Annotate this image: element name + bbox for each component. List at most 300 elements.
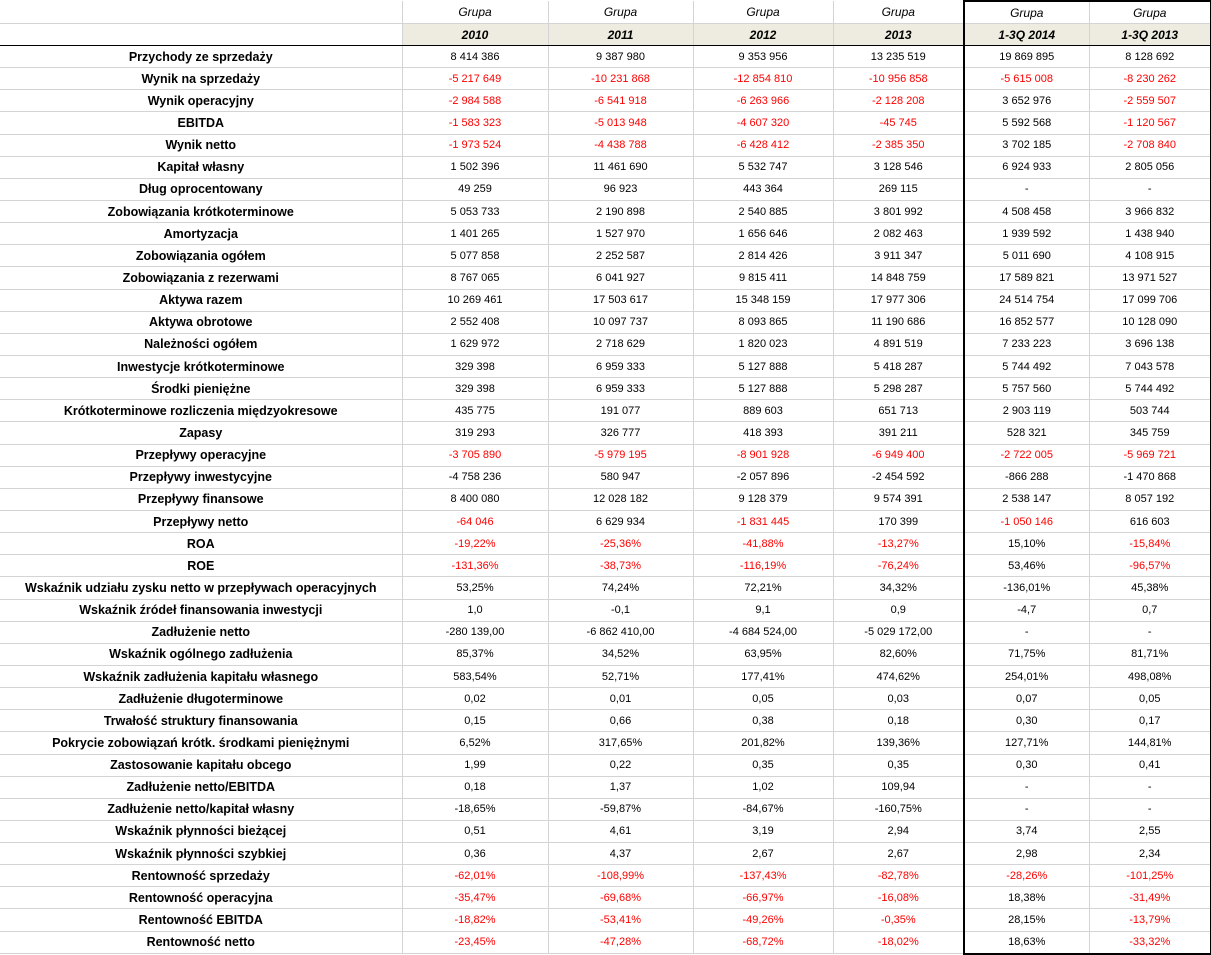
value-cell: 616 603 xyxy=(1089,510,1211,532)
value-cell: 9 815 411 xyxy=(693,267,833,289)
value-cell: 0,66 xyxy=(548,710,693,732)
table-row xyxy=(0,577,1211,599)
value-cell: 0,18 xyxy=(402,776,548,798)
value-cell: 2 538 147 xyxy=(964,488,1089,510)
value-cell: -4 758 236 xyxy=(402,466,548,488)
group-label: Grupa xyxy=(833,1,964,24)
value-cell: 82,60% xyxy=(833,643,964,665)
table-row xyxy=(0,488,1211,510)
value-cell: -8 230 262 xyxy=(1089,68,1211,90)
value-cell: -82,78% xyxy=(833,865,964,887)
value-cell: -47,28% xyxy=(548,931,693,954)
value-cell: 71,75% xyxy=(964,643,1089,665)
value-cell: -59,87% xyxy=(548,798,693,820)
row-label: Zadłużenie netto/kapitał własny xyxy=(0,798,402,820)
value-cell: -31,49% xyxy=(1089,887,1211,909)
value-cell: - xyxy=(1089,621,1211,643)
value-cell: 2,67 xyxy=(833,843,964,865)
row-label: Zastosowanie kapitału obcego xyxy=(0,754,402,776)
value-cell: 17 589 821 xyxy=(964,267,1089,289)
value-cell: 391 211 xyxy=(833,422,964,444)
table-row xyxy=(0,112,1211,134)
value-cell: 474,62% xyxy=(833,665,964,687)
value-cell: 0,02 xyxy=(402,688,548,710)
row-label: Wynik netto xyxy=(0,134,402,156)
row-label: Aktywa obrotowe xyxy=(0,311,402,333)
value-cell: 4 508 458 xyxy=(964,200,1089,222)
value-cell: 1,99 xyxy=(402,754,548,776)
table-row xyxy=(0,178,1211,200)
value-cell: 0,18 xyxy=(833,710,964,732)
table-row xyxy=(0,665,1211,687)
value-cell: 9 387 980 xyxy=(548,46,693,68)
value-cell: -6 541 918 xyxy=(548,90,693,112)
value-cell: 45,38% xyxy=(1089,577,1211,599)
value-cell: 269 115 xyxy=(833,178,964,200)
value-cell: 177,41% xyxy=(693,665,833,687)
value-cell: 19 869 895 xyxy=(964,46,1089,68)
value-cell: 10 128 090 xyxy=(1089,311,1211,333)
row-label: Wskaźnik udziału zysku netto w przepływach operacyjnych xyxy=(0,577,402,599)
value-cell: -160,75% xyxy=(833,798,964,820)
value-cell: 2,67 xyxy=(693,843,833,865)
value-cell: -2 128 208 xyxy=(833,90,964,112)
value-cell: -137,43% xyxy=(693,865,833,887)
row-label: Wskaźnik płynności szybkiej xyxy=(0,843,402,865)
row-label: Wskaźnik źródeł finansowania inwestycji xyxy=(0,599,402,621)
value-cell: 2,98 xyxy=(964,843,1089,865)
value-cell: 4 891 519 xyxy=(833,333,964,355)
value-cell: -68,72% xyxy=(693,931,833,954)
row-label: Trwałość struktury finansowania xyxy=(0,710,402,732)
value-cell: 503 744 xyxy=(1089,400,1211,422)
value-cell: - xyxy=(1089,178,1211,200)
value-cell: 85,37% xyxy=(402,643,548,665)
table-row xyxy=(0,466,1211,488)
row-label: Zobowiązania krótkoterminowe xyxy=(0,200,402,222)
value-cell: 11 461 690 xyxy=(548,156,693,178)
value-cell: -5 979 195 xyxy=(548,444,693,466)
value-cell: 1 527 970 xyxy=(548,223,693,245)
value-cell: 5 744 492 xyxy=(1089,378,1211,400)
value-cell: 8 093 865 xyxy=(693,311,833,333)
value-cell: 52,71% xyxy=(548,665,693,687)
value-cell: 0,05 xyxy=(693,688,833,710)
value-cell: 1 939 592 xyxy=(964,223,1089,245)
value-cell: 63,95% xyxy=(693,643,833,665)
value-cell: 319 293 xyxy=(402,422,548,444)
value-cell: 49 259 xyxy=(402,178,548,200)
value-cell: -0,1 xyxy=(548,599,693,621)
row-label: Przepływy finansowe xyxy=(0,488,402,510)
value-cell: 72,21% xyxy=(693,577,833,599)
group-label: Grupa xyxy=(548,1,693,24)
row-label: Środki pieniężne xyxy=(0,378,402,400)
period-header: 1-3Q 2014 xyxy=(964,24,1089,46)
table-row xyxy=(0,643,1211,665)
table-row xyxy=(0,355,1211,377)
value-cell: 2,34 xyxy=(1089,843,1211,865)
row-label: Wskaźnik zadłużenia kapitału własnego xyxy=(0,665,402,687)
table-row xyxy=(0,311,1211,333)
value-cell: - xyxy=(964,798,1089,820)
value-cell: 345 759 xyxy=(1089,422,1211,444)
value-cell: -45 745 xyxy=(833,112,964,134)
row-label: ROE xyxy=(0,555,402,577)
row-label: Rentowność EBITDA xyxy=(0,909,402,931)
value-cell: -41,88% xyxy=(693,533,833,555)
table-row xyxy=(0,621,1211,643)
value-cell: 170 399 xyxy=(833,510,964,532)
value-cell: 2 552 408 xyxy=(402,311,548,333)
value-cell: -69,68% xyxy=(548,887,693,909)
value-cell: -8 901 928 xyxy=(693,444,833,466)
table-row xyxy=(0,533,1211,555)
group-header-row xyxy=(0,1,1211,24)
value-cell: 2,94 xyxy=(833,820,964,842)
table-row xyxy=(0,555,1211,577)
value-cell: 28,15% xyxy=(964,909,1089,931)
value-cell: -2 708 840 xyxy=(1089,134,1211,156)
value-cell: -53,41% xyxy=(548,909,693,931)
table-row xyxy=(0,688,1211,710)
table-row xyxy=(0,245,1211,267)
value-cell: 144,81% xyxy=(1089,732,1211,754)
row-label: Pokrycie zobowiązań krótk. środkami pieniężnymi xyxy=(0,732,402,754)
value-cell: -5 013 948 xyxy=(548,112,693,134)
row-label: Należności ogółem xyxy=(0,333,402,355)
value-cell: 2 190 898 xyxy=(548,200,693,222)
table-row xyxy=(0,378,1211,400)
value-cell: 0,41 xyxy=(1089,754,1211,776)
value-cell: -35,47% xyxy=(402,887,548,909)
value-cell: 1 438 940 xyxy=(1089,223,1211,245)
row-label: Zobowiązania ogółem xyxy=(0,245,402,267)
value-cell: 34,52% xyxy=(548,643,693,665)
value-cell: -12 854 810 xyxy=(693,68,833,90)
value-cell: 109,94 xyxy=(833,776,964,798)
value-cell: 3 801 992 xyxy=(833,200,964,222)
value-cell: 580 947 xyxy=(548,466,693,488)
value-cell: 9 353 956 xyxy=(693,46,833,68)
value-cell: 1 502 396 xyxy=(402,156,548,178)
value-cell: 18,63% xyxy=(964,931,1089,954)
value-cell: 5 127 888 xyxy=(693,378,833,400)
row-label: Zadłużenie długoterminowe xyxy=(0,688,402,710)
table-row xyxy=(0,267,1211,289)
value-cell: - xyxy=(1089,776,1211,798)
value-cell: 0,17 xyxy=(1089,710,1211,732)
value-cell: 13 235 519 xyxy=(833,46,964,68)
table-row xyxy=(0,134,1211,156)
row-label: Przepływy operacyjne xyxy=(0,444,402,466)
row-label: Wynik na sprzedaży xyxy=(0,68,402,90)
value-cell: -28,26% xyxy=(964,865,1089,887)
value-cell: -108,99% xyxy=(548,865,693,887)
value-cell: -3 705 890 xyxy=(402,444,548,466)
value-cell: 96 923 xyxy=(548,178,693,200)
value-cell: 0,07 xyxy=(964,688,1089,710)
value-cell: 9,1 xyxy=(693,599,833,621)
value-cell: 1 629 972 xyxy=(402,333,548,355)
row-label: Kapitał własny xyxy=(0,156,402,178)
value-cell: 18,38% xyxy=(964,887,1089,909)
row-label: Krótkoterminowe rozliczenia międzyokresowe xyxy=(0,400,402,422)
value-cell: 528 321 xyxy=(964,422,1089,444)
value-cell: 5 127 888 xyxy=(693,355,833,377)
table-row xyxy=(0,156,1211,178)
value-cell: -136,01% xyxy=(964,577,1089,599)
value-cell: 2,55 xyxy=(1089,820,1211,842)
row-label: Rentowność operacyjna xyxy=(0,887,402,909)
group-label: Grupa xyxy=(402,1,548,24)
value-cell: 0,22 xyxy=(548,754,693,776)
value-cell: 4 108 915 xyxy=(1089,245,1211,267)
table-row xyxy=(0,90,1211,112)
corner-cell xyxy=(0,24,402,46)
table-row xyxy=(0,754,1211,776)
value-cell: 53,46% xyxy=(964,555,1089,577)
value-cell: 0,30 xyxy=(964,710,1089,732)
value-cell: 9 574 391 xyxy=(833,488,964,510)
value-cell: 0,03 xyxy=(833,688,964,710)
row-label: Wynik operacyjny xyxy=(0,90,402,112)
table-row xyxy=(0,732,1211,754)
value-cell: - xyxy=(1089,798,1211,820)
value-cell: 1,02 xyxy=(693,776,833,798)
table-row xyxy=(0,776,1211,798)
value-cell: -10 231 868 xyxy=(548,68,693,90)
value-cell: 0,35 xyxy=(693,754,833,776)
value-cell: 0,9 xyxy=(833,599,964,621)
value-cell: -6 949 400 xyxy=(833,444,964,466)
value-cell: 6 924 933 xyxy=(964,156,1089,178)
value-cell: -2 385 350 xyxy=(833,134,964,156)
row-label: Inwestycje krótkoterminowe xyxy=(0,355,402,377)
value-cell: -6 862 410,00 xyxy=(548,621,693,643)
value-cell: 0,01 xyxy=(548,688,693,710)
value-cell: 7 043 578 xyxy=(1089,355,1211,377)
table-row xyxy=(0,599,1211,621)
value-cell: 10 269 461 xyxy=(402,289,548,311)
value-cell: -1 120 567 xyxy=(1089,112,1211,134)
period-header: 2011 xyxy=(548,24,693,46)
value-cell: 0,7 xyxy=(1089,599,1211,621)
value-cell: 6 629 934 xyxy=(548,510,693,532)
value-cell: 81,71% xyxy=(1089,643,1211,665)
value-cell: 443 364 xyxy=(693,178,833,200)
row-label: Wskaźnik ogólnego zadłużenia xyxy=(0,643,402,665)
table-row xyxy=(0,887,1211,909)
value-cell: 8 128 692 xyxy=(1089,46,1211,68)
row-label: Rentowność netto xyxy=(0,931,402,954)
value-cell: 16 852 577 xyxy=(964,311,1089,333)
value-cell: -5 217 649 xyxy=(402,68,548,90)
row-label: EBITDA xyxy=(0,112,402,134)
group-label: Grupa xyxy=(1089,1,1211,24)
value-cell: -33,32% xyxy=(1089,931,1211,954)
value-cell: 15,10% xyxy=(964,533,1089,555)
period-header: 2012 xyxy=(693,24,833,46)
group-label: Grupa xyxy=(964,1,1089,24)
table-row xyxy=(0,798,1211,820)
value-cell: 6 959 333 xyxy=(548,355,693,377)
value-cell: 6 959 333 xyxy=(548,378,693,400)
value-cell: 2 252 587 xyxy=(548,245,693,267)
value-cell: 5 757 560 xyxy=(964,378,1089,400)
table-row xyxy=(0,422,1211,444)
value-cell: 191 077 xyxy=(548,400,693,422)
value-cell: -2 057 896 xyxy=(693,466,833,488)
value-cell: 317,65% xyxy=(548,732,693,754)
value-cell: -84,67% xyxy=(693,798,833,820)
value-cell: 5 298 287 xyxy=(833,378,964,400)
value-cell: -4 607 320 xyxy=(693,112,833,134)
value-cell: 3 911 347 xyxy=(833,245,964,267)
table-row xyxy=(0,865,1211,887)
table-row xyxy=(0,710,1211,732)
table-row xyxy=(0,510,1211,532)
value-cell: 8 414 386 xyxy=(402,46,548,68)
row-label: Przepływy netto xyxy=(0,510,402,532)
value-cell: -13,27% xyxy=(833,533,964,555)
corner-cell xyxy=(0,1,402,24)
value-cell: 329 398 xyxy=(402,355,548,377)
row-label: Wskaźnik płynności bieżącej xyxy=(0,820,402,842)
value-cell: -1 973 524 xyxy=(402,134,548,156)
value-cell: 4,37 xyxy=(548,843,693,865)
value-cell: 5 744 492 xyxy=(964,355,1089,377)
row-label: Zobowiązania z rezerwami xyxy=(0,267,402,289)
value-cell: 418 393 xyxy=(693,422,833,444)
row-label: Przepływy inwestycyjne xyxy=(0,466,402,488)
value-cell: -116,19% xyxy=(693,555,833,577)
value-cell: 10 097 737 xyxy=(548,311,693,333)
value-cell: -38,73% xyxy=(548,555,693,577)
row-label: ROA xyxy=(0,533,402,555)
row-label: Zadłużenie netto xyxy=(0,621,402,643)
value-cell: -23,45% xyxy=(402,931,548,954)
value-cell: -6 428 412 xyxy=(693,134,833,156)
value-cell: -5 029 172,00 xyxy=(833,621,964,643)
period-header: 2013 xyxy=(833,24,964,46)
value-cell: 5 011 690 xyxy=(964,245,1089,267)
value-cell: 2 540 885 xyxy=(693,200,833,222)
table-row xyxy=(0,909,1211,931)
value-cell: 326 777 xyxy=(548,422,693,444)
value-cell: 53,25% xyxy=(402,577,548,599)
value-cell: -2 722 005 xyxy=(964,444,1089,466)
value-cell: 13 971 527 xyxy=(1089,267,1211,289)
value-cell: -13,79% xyxy=(1089,909,1211,931)
value-cell: -1 470 868 xyxy=(1089,466,1211,488)
value-cell: -66,97% xyxy=(693,887,833,909)
group-label: Grupa xyxy=(693,1,833,24)
value-cell: 1 656 646 xyxy=(693,223,833,245)
row-label: Amortyzacja xyxy=(0,223,402,245)
value-cell: 3 652 976 xyxy=(964,90,1089,112)
value-cell: 435 775 xyxy=(402,400,548,422)
value-cell: 9 128 379 xyxy=(693,488,833,510)
value-cell: 2 718 629 xyxy=(548,333,693,355)
value-cell: 0,30 xyxy=(964,754,1089,776)
value-cell: -131,36% xyxy=(402,555,548,577)
value-cell: 4,61 xyxy=(548,820,693,842)
value-cell: 0,05 xyxy=(1089,688,1211,710)
table-row xyxy=(0,820,1211,842)
value-cell: -76,24% xyxy=(833,555,964,577)
value-cell: -5 969 721 xyxy=(1089,444,1211,466)
value-cell: -5 615 008 xyxy=(964,68,1089,90)
value-cell: 11 190 686 xyxy=(833,311,964,333)
value-cell: 3 128 546 xyxy=(833,156,964,178)
value-cell: 0,51 xyxy=(402,820,548,842)
period-header-row xyxy=(0,24,1211,46)
value-cell: 651 713 xyxy=(833,400,964,422)
value-cell: 5 077 858 xyxy=(402,245,548,267)
value-cell: 17 099 706 xyxy=(1089,289,1211,311)
row-label: Zadłużenie netto/EBITDA xyxy=(0,776,402,798)
value-cell: 1,37 xyxy=(548,776,693,798)
value-cell: 34,32% xyxy=(833,577,964,599)
value-cell: 8 400 080 xyxy=(402,488,548,510)
value-cell: -4 684 524,00 xyxy=(693,621,833,643)
value-cell: - xyxy=(964,178,1089,200)
value-cell: -96,57% xyxy=(1089,555,1211,577)
period-header: 1-3Q 2013 xyxy=(1089,24,1211,46)
value-cell: 498,08% xyxy=(1089,665,1211,687)
value-cell: -18,82% xyxy=(402,909,548,931)
value-cell: 5 532 747 xyxy=(693,156,833,178)
value-cell: -49,26% xyxy=(693,909,833,931)
value-cell: -2 454 592 xyxy=(833,466,964,488)
value-cell: 3 702 185 xyxy=(964,134,1089,156)
value-cell: 139,36% xyxy=(833,732,964,754)
value-cell: 15 348 159 xyxy=(693,289,833,311)
value-cell: -6 263 966 xyxy=(693,90,833,112)
value-cell: 254,01% xyxy=(964,665,1089,687)
value-cell: 6,52% xyxy=(402,732,548,754)
value-cell: 0,15 xyxy=(402,710,548,732)
value-cell: 0,38 xyxy=(693,710,833,732)
value-cell: 24 514 754 xyxy=(964,289,1089,311)
value-cell: -1 050 146 xyxy=(964,510,1089,532)
value-cell: -64 046 xyxy=(402,510,548,532)
value-cell: -0,35% xyxy=(833,909,964,931)
table-row xyxy=(0,843,1211,865)
table-row xyxy=(0,333,1211,355)
value-cell: -1 831 445 xyxy=(693,510,833,532)
table-row xyxy=(0,68,1211,90)
value-cell: 0,36 xyxy=(402,843,548,865)
value-cell: -4 438 788 xyxy=(548,134,693,156)
value-cell: 889 603 xyxy=(693,400,833,422)
value-cell: 127,71% xyxy=(964,732,1089,754)
value-cell: 5 592 568 xyxy=(964,112,1089,134)
row-label: Przychody ze sprzedaży xyxy=(0,46,402,68)
value-cell: -15,84% xyxy=(1089,533,1211,555)
value-cell: - xyxy=(964,776,1089,798)
value-cell: 2 814 426 xyxy=(693,245,833,267)
value-cell: - xyxy=(964,621,1089,643)
value-cell: -2 984 588 xyxy=(402,90,548,112)
table-row xyxy=(0,46,1211,68)
value-cell: 201,82% xyxy=(693,732,833,754)
value-cell: 2 805 056 xyxy=(1089,156,1211,178)
value-cell: -19,22% xyxy=(402,533,548,555)
value-cell: -18,65% xyxy=(402,798,548,820)
value-cell: -18,02% xyxy=(833,931,964,954)
